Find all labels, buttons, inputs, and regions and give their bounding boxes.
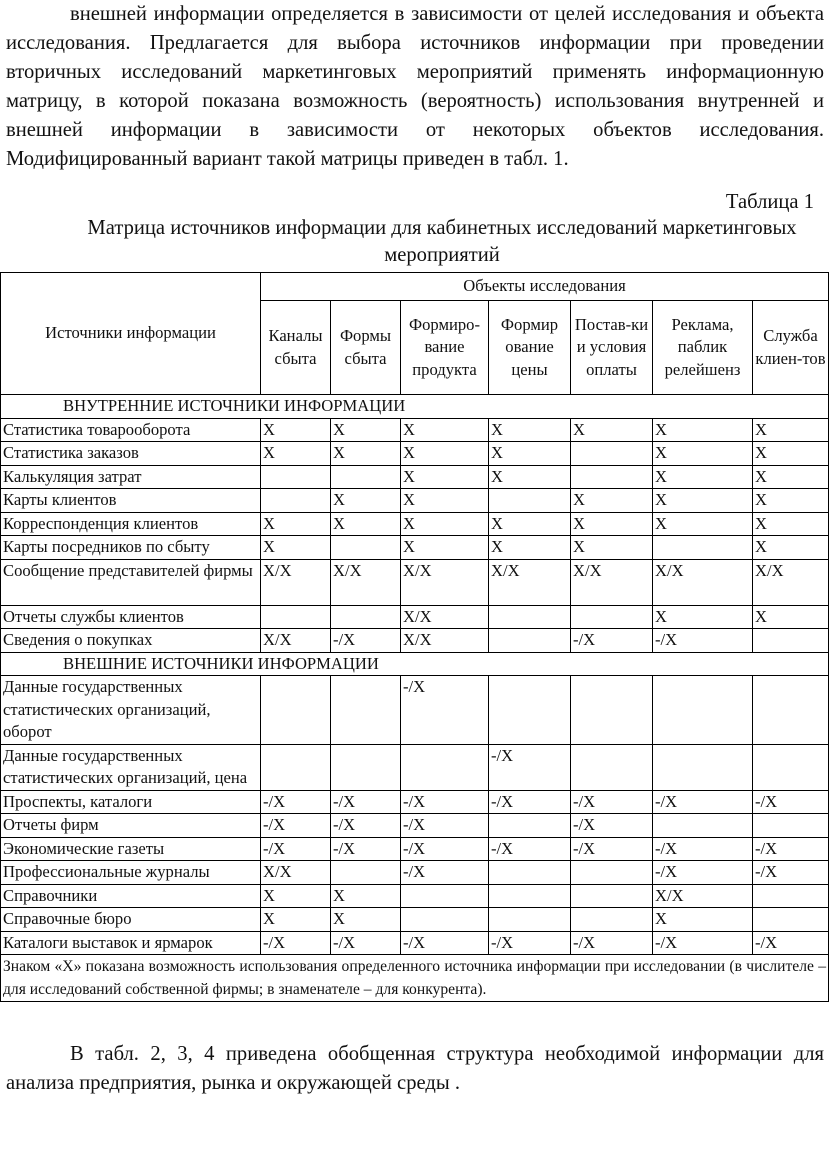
mark-cell <box>753 884 829 908</box>
mark-cell: X <box>653 512 753 536</box>
table-row <box>1 814 829 838</box>
mark-cell <box>489 605 571 629</box>
section-header: ВНУТРЕННИЕ ИСТОЧНИКИ ИНФОРМАЦИИ <box>1 395 829 419</box>
mark-cell <box>571 861 653 885</box>
table-number: Таблица 1 <box>725 191 814 213</box>
mark-cell: -/X <box>261 790 331 814</box>
table-row <box>1 465 829 489</box>
mark-cell: -/X <box>653 629 753 653</box>
mark-cell: -/X <box>261 814 331 838</box>
mark-cell: X/X <box>401 559 489 605</box>
section-header-row <box>1 652 829 676</box>
mark-cell <box>753 814 829 838</box>
mark-cell: -/X <box>401 790 489 814</box>
mark-cell: -/X <box>489 931 571 955</box>
mark-cell: X <box>653 442 753 466</box>
source-cell: Сведения о покупках <box>1 629 261 653</box>
mark-cell <box>571 744 653 790</box>
mark-cell: X <box>571 512 653 536</box>
mark-cell: X <box>753 465 829 489</box>
source-cell: Данные государственных статистических организаций, цена <box>1 744 261 790</box>
mark-cell: X <box>753 489 829 513</box>
mark-cell: -/X <box>401 676 489 745</box>
section-header: ВНЕШНИЕ ИСТОЧНИКИ ИНФОРМАЦИИ <box>1 652 829 676</box>
mark-cell: -/X <box>401 861 489 885</box>
column-header: Служба клиен-тов <box>753 301 829 395</box>
mark-cell <box>753 629 829 653</box>
source-cell: Экономические газеты <box>1 837 261 861</box>
table-row <box>1 629 829 653</box>
mark-cell: -/X <box>261 837 331 861</box>
table-row <box>1 536 829 560</box>
mark-cell: X/X <box>653 884 753 908</box>
source-cell: Сообщение представителей фирмы <box>1 559 261 605</box>
mark-cell: X/X <box>261 629 331 653</box>
mark-cell <box>331 676 401 745</box>
table-row <box>1 908 829 932</box>
column-header: Формы сбыта <box>331 301 401 395</box>
mark-cell: -/X <box>653 931 753 955</box>
mark-cell <box>261 465 331 489</box>
mark-cell: X <box>489 536 571 560</box>
mark-cell <box>261 605 331 629</box>
mark-cell <box>401 884 489 908</box>
mark-cell <box>489 908 571 932</box>
mark-cell: X <box>753 442 829 466</box>
mark-cell <box>753 908 829 932</box>
mark-cell: X <box>401 536 489 560</box>
mark-cell: X/X <box>653 559 753 605</box>
mark-cell: -/X <box>489 837 571 861</box>
table-row <box>1 559 829 605</box>
mark-cell: -/X <box>571 814 653 838</box>
mark-cell: -/X <box>261 931 331 955</box>
source-cell: Калькуляция затрат <box>1 465 261 489</box>
mark-cell: X <box>261 442 331 466</box>
mark-cell: X <box>401 489 489 513</box>
mark-cell: X/X <box>401 605 489 629</box>
mark-cell: X <box>331 442 401 466</box>
column-header: Формиро-вание продукта <box>401 301 489 395</box>
mark-cell: -/X <box>331 837 401 861</box>
mark-cell: X/X <box>489 559 571 605</box>
objects-header: Объекты исследования <box>261 273 829 301</box>
table-row <box>1 512 829 536</box>
mark-cell: -/X <box>753 790 829 814</box>
mark-cell: -/X <box>331 814 401 838</box>
table-row <box>1 442 829 466</box>
mark-cell <box>261 676 331 745</box>
mark-cell: X <box>331 512 401 536</box>
column-header: Формир ование цены <box>489 301 571 395</box>
table-note: Знаком «Х» показана возможность использования определенного источника информации при исследовании (в числителе – для исследований собственной фирмы; в знаменателе – для конкурента). <box>1 955 829 1002</box>
mark-cell: X <box>753 512 829 536</box>
mark-cell: X/X <box>261 559 331 605</box>
section-header-row <box>1 395 829 419</box>
mark-cell: -/X <box>401 814 489 838</box>
mark-cell <box>571 908 653 932</box>
mark-cell: -/X <box>653 861 753 885</box>
mark-cell: X <box>489 512 571 536</box>
source-cell: Отчеты службы клиентов <box>1 605 261 629</box>
mark-cell: -/X <box>571 790 653 814</box>
table-row <box>1 418 829 442</box>
mark-cell: X <box>401 418 489 442</box>
mark-cell: -/X <box>331 790 401 814</box>
mark-cell <box>489 629 571 653</box>
mark-cell <box>489 676 571 745</box>
mark-cell: X <box>401 442 489 466</box>
mark-cell <box>331 861 401 885</box>
intro-paragraph: внешней информации определяется в зависимости от целей исследования и объекта исследования. Предлагается для выбора источников информации при проведении вторичных исследований маркетинговых мероприятий применять информационную матрицу, в которой показана возможность (вероятность) использования внутренней и внешней информации в зависимости от некоторых объектов исследования. Модифицированный вариант такой матрицы приведен в табл. 1. <box>6 3 824 170</box>
table-row <box>1 790 829 814</box>
mark-cell: -/X <box>489 744 571 790</box>
column-header: Постав-ки и условия оплаты <box>571 301 653 395</box>
mark-cell <box>401 744 489 790</box>
mark-cell <box>653 536 753 560</box>
mark-cell <box>331 465 401 489</box>
mark-cell: X <box>489 442 571 466</box>
mark-cell: X <box>261 536 331 560</box>
source-cell: Справочные бюро <box>1 908 261 932</box>
mark-cell <box>331 605 401 629</box>
table-row <box>1 489 829 513</box>
mark-cell: X <box>489 465 571 489</box>
mark-cell: X <box>261 908 331 932</box>
mark-cell <box>331 744 401 790</box>
mark-cell <box>489 884 571 908</box>
mark-cell <box>571 884 653 908</box>
mark-cell <box>653 814 753 838</box>
mark-cell: X <box>261 418 331 442</box>
source-cell: Карты клиентов <box>1 489 261 513</box>
mark-cell: X <box>653 418 753 442</box>
source-cell: Отчеты фирм <box>1 814 261 838</box>
sources-header: Источники информации <box>1 273 261 395</box>
source-cell: Статистика товарооборота <box>1 418 261 442</box>
mark-cell: X <box>331 418 401 442</box>
mark-cell: X <box>653 908 753 932</box>
mark-cell <box>571 442 653 466</box>
mark-cell: -/X <box>571 837 653 861</box>
table-row <box>1 676 829 745</box>
mark-cell: -/X <box>401 837 489 861</box>
information-matrix-table <box>0 272 829 1002</box>
mark-cell: X/X <box>331 559 401 605</box>
source-cell: Профессиональные журналы <box>1 861 261 885</box>
mark-cell: X <box>331 489 401 513</box>
mark-cell <box>571 676 653 745</box>
mark-cell <box>653 676 753 745</box>
source-cell: Корреспонденция клиентов <box>1 512 261 536</box>
mark-cell: X <box>331 884 401 908</box>
mark-cell: X <box>753 536 829 560</box>
closing-paragraph: В табл. 2, 3, 4 приведена обобщенная структура необходимой информации для анализа предприятия, рынка и окружающей среды . <box>6 1043 824 1094</box>
column-header: Реклама, паблик релейшенз <box>653 301 753 395</box>
mark-cell <box>653 744 753 790</box>
mark-cell: X <box>753 418 829 442</box>
mark-cell: X <box>489 418 571 442</box>
mark-cell: X <box>653 489 753 513</box>
source-cell: Каталоги выставок и ярмарок <box>1 931 261 955</box>
mark-cell: X <box>571 489 653 513</box>
note-row <box>1 955 829 1002</box>
mark-cell: X/X <box>261 861 331 885</box>
mark-cell: -/X <box>653 837 753 861</box>
table-row <box>1 605 829 629</box>
mark-cell: X <box>401 512 489 536</box>
mark-cell: -/X <box>753 837 829 861</box>
mark-cell <box>261 489 331 513</box>
table-row <box>1 884 829 908</box>
mark-cell: X <box>571 418 653 442</box>
mark-cell: X <box>401 465 489 489</box>
mark-cell: -/X <box>571 629 653 653</box>
mark-cell <box>753 744 829 790</box>
mark-cell <box>401 908 489 932</box>
mark-cell: X <box>261 884 331 908</box>
mark-cell <box>489 489 571 513</box>
mark-cell: -/X <box>401 931 489 955</box>
mark-cell: X <box>571 536 653 560</box>
mark-cell: -/X <box>331 931 401 955</box>
source-cell: Данные государственных статистических организаций, оборот <box>1 676 261 745</box>
mark-cell: -/X <box>653 790 753 814</box>
mark-cell <box>489 861 571 885</box>
mark-cell <box>753 676 829 745</box>
source-cell: Проспекты, каталоги <box>1 790 261 814</box>
mark-cell <box>571 465 653 489</box>
source-cell: Карты посредников по сбыту <box>1 536 261 560</box>
table-row <box>1 931 829 955</box>
column-header: Каналы сбыта <box>261 301 331 395</box>
mark-cell: X/X <box>753 559 829 605</box>
mark-cell: -/X <box>571 931 653 955</box>
source-cell: Статистика заказов <box>1 442 261 466</box>
mark-cell: X <box>331 908 401 932</box>
table-title: Матрица источников информации для кабинетных исследований маркетинговых мероприятий <box>87 217 797 266</box>
mark-cell <box>261 744 331 790</box>
table-row <box>1 861 829 885</box>
mark-cell: X/X <box>401 629 489 653</box>
mark-cell <box>571 605 653 629</box>
mark-cell: -/X <box>753 861 829 885</box>
mark-cell: X <box>653 465 753 489</box>
table-row <box>1 744 829 790</box>
mark-cell <box>489 814 571 838</box>
mark-cell: -/X <box>331 629 401 653</box>
mark-cell: X <box>653 605 753 629</box>
mark-cell: -/X <box>489 790 571 814</box>
mark-cell: X/X <box>571 559 653 605</box>
mark-cell: X <box>753 605 829 629</box>
mark-cell: -/X <box>753 931 829 955</box>
mark-cell <box>331 536 401 560</box>
mark-cell: X <box>261 512 331 536</box>
source-cell: Справочники <box>1 884 261 908</box>
table-row <box>1 837 829 861</box>
